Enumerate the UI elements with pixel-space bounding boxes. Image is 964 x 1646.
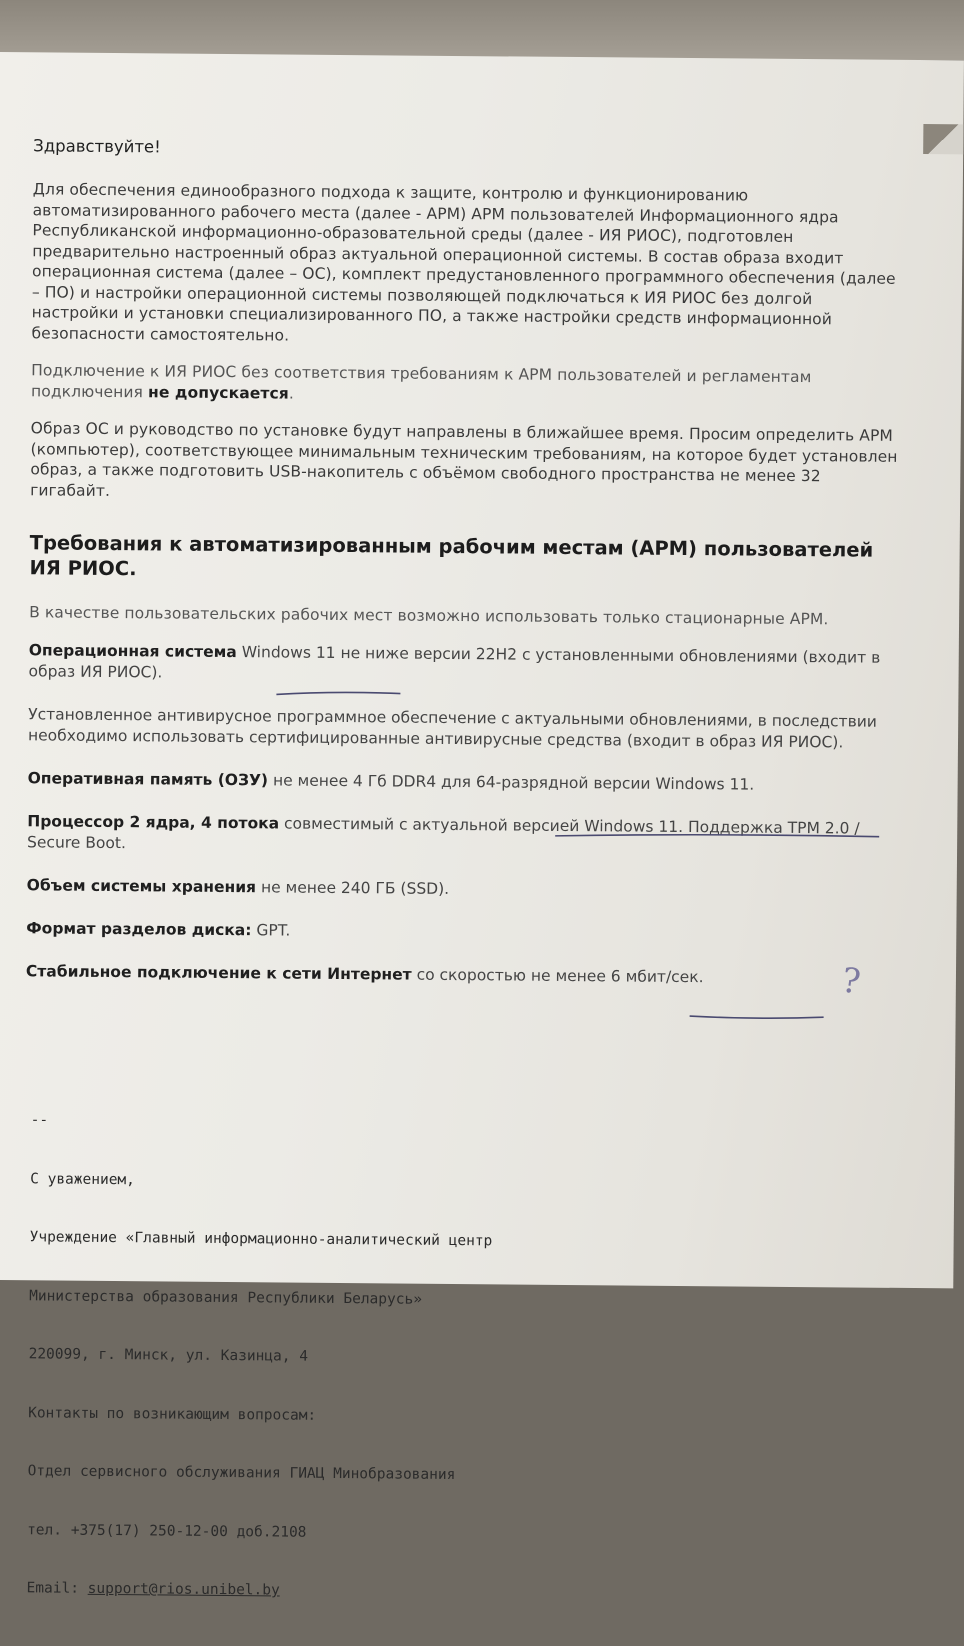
requirement-label: Оперативная память (ОЗУ)	[27, 768, 269, 789]
signature-line: Министерства образования Республики Беларусь»	[29, 1287, 423, 1308]
signature-line: тел. +375(17) 250-12-00 доб.2108	[27, 1521, 307, 1541]
connection-rule-end: .	[288, 384, 294, 403]
paper-corner	[923, 124, 963, 154]
table-surface	[0, 0, 964, 60]
requirement-label: Стабильное подключение к сети Интернет	[25, 961, 412, 984]
requirement-text: не менее 4 Гб DDR4 для 64-разрядной версии Windows 11.	[267, 770, 755, 794]
connection-rule-text: Подключение к ИЯ РИОС без соответствия требованиям к АРМ пользователей и регламентам подключения	[30, 361, 812, 401]
requirement-label: Операционная система	[28, 640, 237, 661]
requirement-text: Установленное антивирусное программное обеспечение с актуальными обновлениями, в последствии необходимо использовать сертифицированные антивирусные средства (входит в образ ИЯ РИОС).	[27, 704, 877, 751]
requirement-text: совместимый с актуальной версией Windows 11. Поддержка TPM 2.0 / Secure Boot.	[27, 813, 860, 852]
requirement-text: Windows 11 не ниже версии 22H2 с установленными обновлениями (входит в образ ИЯ РИОС).	[28, 642, 881, 681]
requirement-text: GPT.	[251, 920, 291, 940]
image-delivery-paragraph: Образ ОС и руководство по установке будут направлены в ближайшее время. Просим определить АРМ (компьютер), соответствующее минимальным техническим требованиям, на которое будет установлен образ, а также подготовить USB-накопитель с объёмом свободного пространства не менее 32 гигабайт.	[30, 419, 898, 500]
connection-rule-bold: не допускается	[147, 382, 289, 403]
requirement-disk-format	[26, 918, 896, 947]
requirement-label: Процессор 2 ядра, 4 потока	[27, 811, 280, 832]
requirement-ram	[28, 768, 898, 797]
requirements-heading: Требования к автоматизированным рабочим местам (АРМ) пользователей ИЯ РИОС.	[29, 531, 874, 581]
signature-line: Отдел сервисного обслуживания ГИАЦ Минобразования	[27, 1463, 456, 1484]
signature-line: Учреждение «Главный информационно-аналитический центр	[29, 1229, 493, 1250]
signature-line: 220099, г. Минск, ул. Казинца, 4	[28, 1346, 309, 1365]
support-email-link[interactable]: support@rios.unibel.by	[87, 1580, 280, 1599]
signature-line: С уважением,	[30, 1170, 135, 1188]
email-label: Email:	[26, 1580, 88, 1597]
requirement-antivirus	[28, 704, 898, 754]
stationary-note: В качестве пользовательских рабочих мест возможно использовать только стационарные АРМ.	[29, 603, 829, 629]
intro-paragraph: Для обеспечения единообразного подхода к защите, контролю и функционированию автоматизированного рабочего места (далее - АРМ) АРМ пользователей Информационного ядра Республиканской информационно-образовательной среды (далее - ИЯ РИОС), подготовлен предварительно настроенный образ актуальной операционной системы. В состав образа входит операционная система (далее – ОС), комплект предустановленного программного обеспечения (далее – ПО) и настройки операционной системы позволяющей подключаться к ИЯ РИОС без долгой настройки и установки специализированного ПО, а также настройки средств информационной безопасности самостоятельно.	[31, 180, 896, 345]
pen-underline-speed	[688, 1010, 828, 1023]
greeting: Здравствуйте!	[33, 136, 161, 157]
signature-separator: --	[30, 1112, 49, 1129]
requirement-text: не менее 240 ГБ (SSD).	[255, 877, 450, 898]
requirement-cpu	[27, 811, 897, 861]
connection-rule-paragraph	[31, 360, 901, 409]
requirement-os	[29, 640, 899, 690]
requirement-label: Формат разделов диска:	[26, 918, 252, 939]
requirement-text: со скоростью не менее 6 мбит/сек.	[411, 965, 704, 986]
letter-body	[26, 136, 904, 1011]
requirement-storage	[27, 875, 897, 904]
signature-email-row	[27, 1579, 490, 1603]
email-signature	[26, 1072, 494, 1642]
handwritten-question-mark: ?	[839, 960, 864, 1003]
paper-sheet	[0, 52, 964, 1599]
requirement-label: Объем системы хранения	[26, 875, 257, 896]
signature-line: Контакты по возникающим вопросам:	[28, 1404, 317, 1424]
requirement-internet	[26, 961, 896, 990]
